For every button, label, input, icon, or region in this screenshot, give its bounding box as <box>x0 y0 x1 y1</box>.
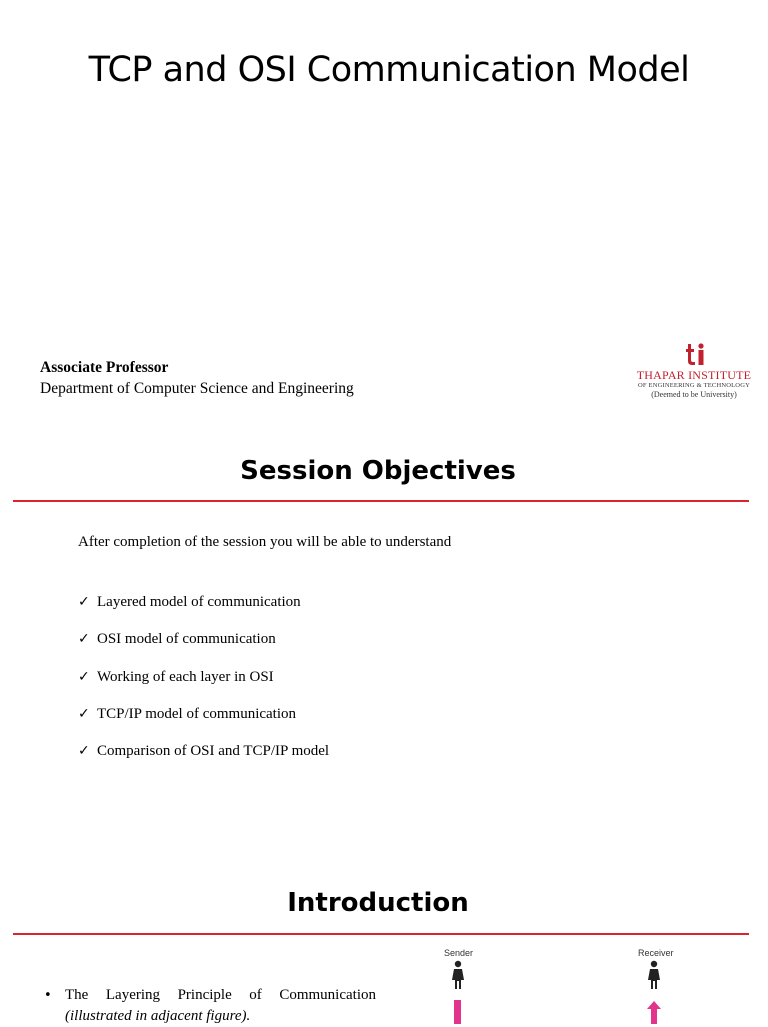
logo-mark-icon <box>684 342 708 366</box>
objective-text: Comparison of OSI and TCP/IP model <box>97 743 330 760</box>
heading-divider <box>13 933 749 935</box>
bullet-text: The Layering Principle of Communication <box>65 987 376 1003</box>
logo-subtitle: OF ENGINEERING & TECHNOLOGY <box>638 382 750 389</box>
slide-title: TCP and OSI Communication Model <box>88 50 690 90</box>
objective-text: OSI model of communication <box>97 631 276 648</box>
heading-divider <box>13 500 749 502</box>
receiver-up-arrow-icon <box>646 1000 662 1024</box>
objectives-list <box>78 594 329 780</box>
list-item <box>78 743 329 780</box>
objective-text: Working of each layer in OSI <box>97 668 274 685</box>
objective-text: TCP/IP model of communication <box>97 705 297 722</box>
logo-name: THAPAR INSTITUTE <box>636 368 752 382</box>
institute-logo <box>624 342 764 400</box>
sender-label: Sender <box>444 948 474 958</box>
check-icon: ✓ <box>78 668 90 685</box>
sender-down-arrow <box>454 1000 461 1024</box>
list-item <box>78 706 329 743</box>
receiver-label: Receiver <box>638 948 674 958</box>
objectives-heading: Session Objectives <box>240 456 516 486</box>
author-block <box>40 357 354 399</box>
check-icon: ✓ <box>78 631 90 648</box>
logo-deemed: (Deemed to be University) <box>651 390 737 399</box>
introduction-heading: Introduction <box>287 888 469 918</box>
receiver-person-icon <box>647 960 661 990</box>
department: Department of Computer Science and Engineering <box>40 380 354 397</box>
list-item <box>78 631 329 668</box>
layering-figure <box>420 944 710 1024</box>
check-icon: ✓ <box>78 705 90 722</box>
list-item <box>78 669 329 706</box>
sender-person-icon <box>451 960 465 990</box>
check-icon: ✓ <box>78 743 90 760</box>
list-item <box>78 594 329 631</box>
objective-text: Layered model of communication <box>97 594 301 610</box>
intro-bullet <box>44 985 376 1027</box>
objectives-intro: After completion of the session you will be able to understand <box>78 534 452 550</box>
bullet-icon: • <box>44 988 52 1003</box>
author-role: Associate Professor <box>40 359 169 376</box>
bullet-caption: (illustrated in adjacent figure). <box>65 1008 251 1024</box>
check-icon: ✓ <box>78 594 90 610</box>
